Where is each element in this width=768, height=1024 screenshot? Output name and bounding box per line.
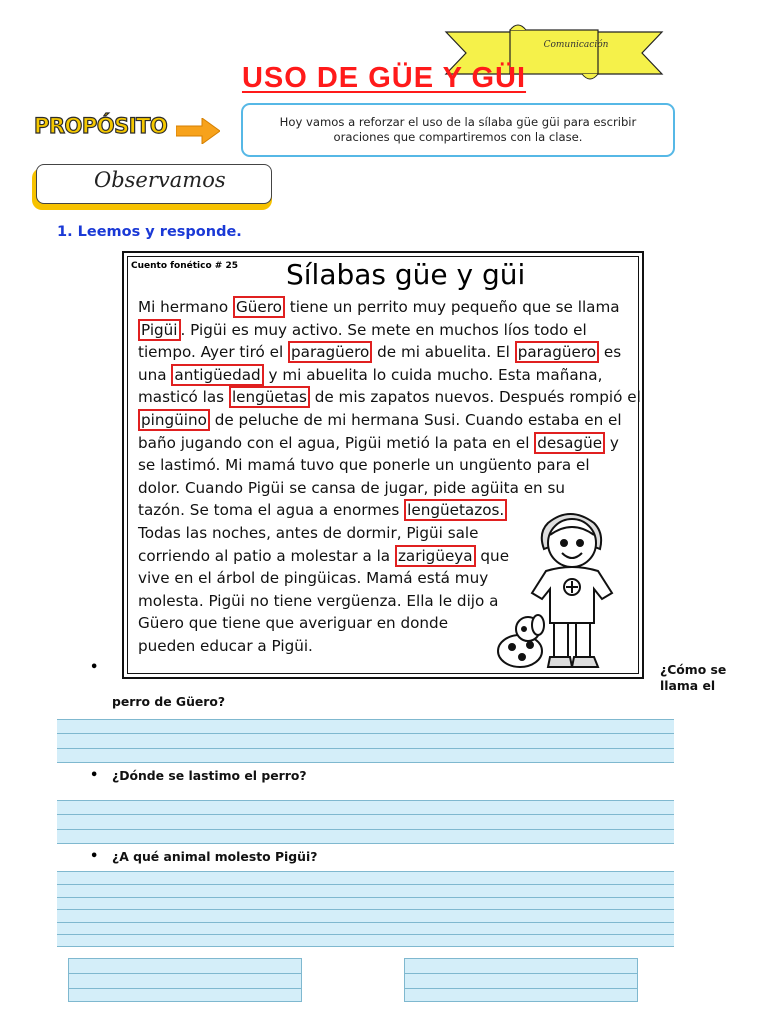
highlighted-word: lengüetas [229, 386, 310, 408]
story-text-segment: pueden educar a Pigüi. [138, 636, 313, 655]
proposito-label: PROPÓSITO [34, 114, 168, 138]
bullet: • [90, 849, 99, 864]
highlighted-word: zarigüeya [395, 545, 476, 567]
story-text-segment: tazón. Se toma el agua a enormes [138, 501, 405, 520]
story-text-segment: y [605, 433, 619, 452]
question-1-part-1: ¿Cómo se llama el [660, 662, 727, 693]
story-text-segment: una [138, 365, 172, 384]
story-text-segment: de peluche de mi hermana Susi. Cuando estaba en el [209, 410, 622, 429]
story-line [138, 432, 638, 455]
story-text-segment: dolor. Cuando Pigüi se cansa de jugar, pide agüita en su [138, 478, 566, 497]
story-title: Sílabas güe y güi [286, 258, 526, 291]
highlighted-word: paragüero [288, 341, 372, 363]
question-3: ¿A qué animal molesto Pigüi? [112, 849, 318, 864]
bullet: • [90, 768, 99, 783]
story-text-segment: es [599, 343, 622, 362]
highlighted-word: desagüe [534, 432, 605, 454]
story-label: Cuento fonético # 25 [131, 261, 238, 271]
question-1-part-2: perro de Güero? [112, 694, 226, 709]
highlighted-word: Pigüi [138, 319, 181, 341]
story-line [138, 386, 641, 409]
page-title: USO DE GÜE Y GÜI [241, 62, 527, 94]
story-text-segment: Mi hermano [138, 298, 233, 316]
answer-lines-2[interactable] [57, 800, 674, 844]
story-line [138, 409, 638, 432]
story-text-segment: baño jugando con el agua, Pigüi metió la pata en el [138, 433, 535, 452]
highlighted-word: lengüetazos. [404, 499, 507, 521]
highlighted-word: antigüedad [171, 364, 263, 386]
story-line [138, 319, 638, 342]
story-line [138, 341, 638, 364]
purpose-text: Hoy vamos a reforzar el uso de la sílaba güe güi para escribir oraciones que compartiremos con la clase. [279, 115, 637, 144]
story-text-segment: se lastimó. Mi mamá tuvo que ponerle un ungüento para el [138, 456, 590, 475]
bullet: • [90, 660, 99, 675]
highlighted-word: paragüero [515, 341, 599, 363]
story-text-segment: y mi abuelita lo cuida mucho. Esta mañana, [263, 365, 603, 384]
orange-arrow-icon [176, 118, 220, 144]
story-text-segment: tiene un perrito muy pequeño que se llama [284, 298, 620, 316]
story-line [138, 477, 638, 500]
story-text-segment: de mis zapatos nuevos. Después rompió el [309, 388, 641, 407]
story-text-segment: . Pigüi es muy activo. Se mete en muchos líos todo el [180, 320, 587, 339]
answer-lines-3[interactable] [57, 871, 674, 947]
story-text-segment: corriendo al patio a molestar a la [138, 546, 395, 565]
story-text-segment: tiempo. Ayer tiró el [138, 343, 288, 362]
answer-lines-1[interactable] [57, 719, 674, 763]
purpose-box [241, 103, 675, 157]
story-text-segment: Güero que tiene que averiguar en donde [138, 614, 449, 633]
story-text-segment: Todas las noches, antes de dormir, Pigüi sale [138, 523, 479, 542]
answer-box-right[interactable] [404, 958, 638, 1002]
highlighted-word: Güero [233, 296, 285, 318]
instruction-heading: 1. Leemos y responde. [57, 224, 242, 240]
banner-label: Comunicación [543, 40, 609, 50]
story-text-segment: masticó las [138, 388, 229, 407]
highlighted-word: pingüino [138, 409, 210, 431]
story-text-segment: de mi abuelita. El [372, 343, 515, 362]
story-text-segment: que [475, 546, 510, 565]
question-2: ¿Dónde se lastimo el perro? [112, 768, 307, 783]
section-header-label: Observamos [94, 168, 226, 192]
story-line [138, 296, 638, 319]
answer-box-left[interactable] [68, 958, 302, 1002]
story-line [138, 364, 638, 387]
cartoon-kid-with-dog-illustration [490, 505, 640, 677]
story-line [138, 454, 638, 477]
story-text-segment: molesta. Pigüi no tiene vergüenza. Ella le dijo a [138, 591, 499, 610]
story-text-segment: vive en el árbol de pingüicas. Mamá está muy [138, 569, 489, 588]
